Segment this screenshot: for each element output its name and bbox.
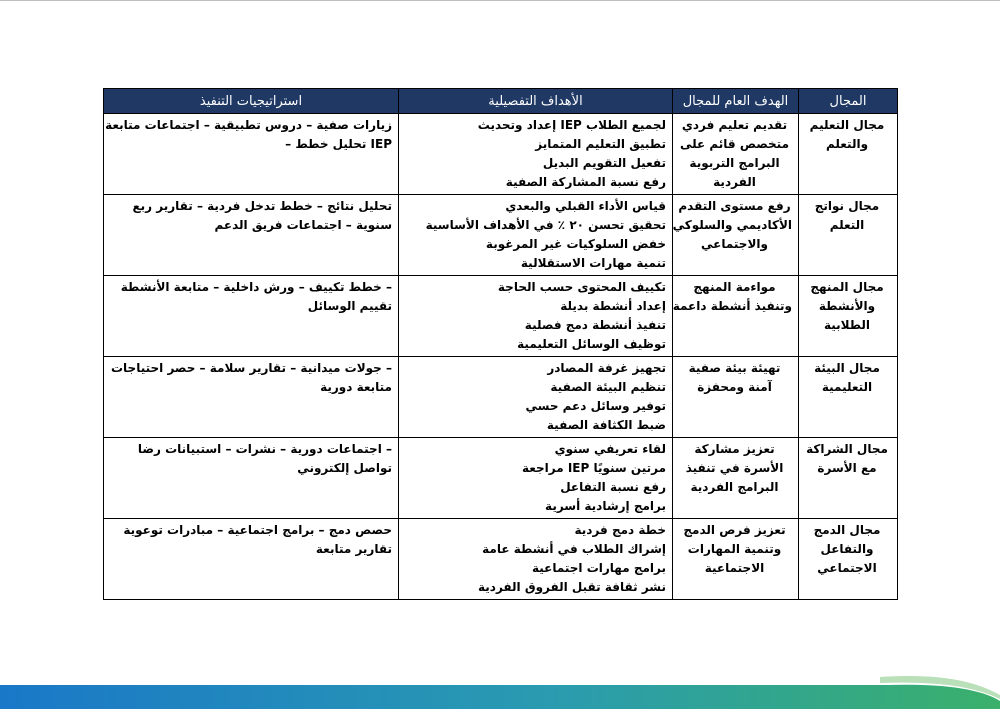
- cell-objectives: تكييف المحتوى حسب الحاجة إعداد أنشطة بديلة تنفيذ أنشطة دمج فصلية توظيف الوسائل التعليمية: [399, 276, 673, 357]
- cell-strategies: – جولات ميدانية – تقارير سلامة – حصر احتياجات متابعة دورية: [104, 357, 399, 438]
- table-row: [104, 357, 898, 438]
- plan-table-container: [103, 88, 897, 600]
- footer-wave-decoration: [0, 665, 1000, 709]
- table-row: [104, 438, 898, 519]
- table-header-row: [104, 89, 898, 114]
- table-row: [104, 519, 898, 600]
- table-row: [104, 195, 898, 276]
- cell-strategies: حصص دمج – برامج اجتماعية – مبادرات توعوية تقارير متابعة: [104, 519, 399, 600]
- cell-objectives: لجميع الطلاب IEP إعداد وتحديث تطبيق التعليم المتمايز تفعيل التقويم البديل رفع نسبة المشاركة الصفية: [399, 114, 673, 195]
- cell-domain: مجال المنهج والأنشطة الطلابية: [799, 276, 898, 357]
- cell-goal: تهيئة بيئة صفية آمنة ومحفزة: [673, 357, 799, 438]
- cell-objectives: خطة دمج فردية إشراك الطلاب في أنشطة عامة برامج مهارات اجتماعية نشر ثقافة تقبل الفروق الفردية: [399, 519, 673, 600]
- cell-domain: مجال البيئة التعليمية: [799, 357, 898, 438]
- cell-goal: تعزيز مشاركة الأسرة في تنفيذ البرامج الفردية: [673, 438, 799, 519]
- table-row: [104, 276, 898, 357]
- cell-objectives: لقاء تعريفي سنوي مرتين سنويًا IEP مراجعة رفع نسبة التفاعل برامج إرشادية أسرية: [399, 438, 673, 519]
- cell-domain: مجال التعليم والتعلم: [799, 114, 898, 195]
- cell-goal: مواءمة المنهج وتنفيذ أنشطة داعمة: [673, 276, 799, 357]
- cell-domain: مجال نواتج التعلم: [799, 195, 898, 276]
- cell-goal: تقديم تعليم فردي متخصص قائم على البرامج التربوية الفردية: [673, 114, 799, 195]
- cell-objectives: قياس الأداء القبلي والبعدي تحقيق تحسن ٢٠ ٪ في الأهداف الأساسية خفض السلوكيات غير المرغوبة تنمية مهارات الاستقلالية: [399, 195, 673, 276]
- table-row: [104, 114, 898, 195]
- header-domain: المجال: [799, 89, 898, 114]
- cell-strategies: تحليل نتائج – خطط تدخل فردية – تقارير ربع سنوية – اجتماعات فريق الدعم: [104, 195, 399, 276]
- cell-strategies: زيارات صفية – دروس تطبيقية – اجتماعات متابعة IEP تحليل خطط –: [104, 114, 399, 195]
- cell-domain: مجال الدمج والتفاعل الاجتماعي: [799, 519, 898, 600]
- cell-domain: مجال الشراكة مع الأسرة: [799, 438, 898, 519]
- cell-strategies: – خطط تكييف – ورش داخلية – متابعة الأنشطة تقييم الوسائل: [104, 276, 399, 357]
- cell-objectives: تجهيز غرفة المصادر تنظيم البيئة الصفية توفير وسائل دعم حسي ضبط الكثافة الصفية: [399, 357, 673, 438]
- cell-goal: تعزيز فرص الدمج وتنمية المهارات الاجتماعية: [673, 519, 799, 600]
- header-detailed-objectives: الأهداف التفصيلية: [399, 89, 673, 114]
- plan-table: [103, 88, 898, 600]
- cell-goal: رفع مستوى التقدم الأكاديمي والسلوكي والاجتماعي: [673, 195, 799, 276]
- cell-strategies: – اجتماعات دورية – نشرات – استبيانات رضا تواصل إلكتروني: [104, 438, 399, 519]
- top-divider: [0, 0, 1000, 1]
- header-general-goal: الهدف العام للمجال: [673, 89, 799, 114]
- header-strategies: استراتيجيات التنفيذ: [104, 89, 399, 114]
